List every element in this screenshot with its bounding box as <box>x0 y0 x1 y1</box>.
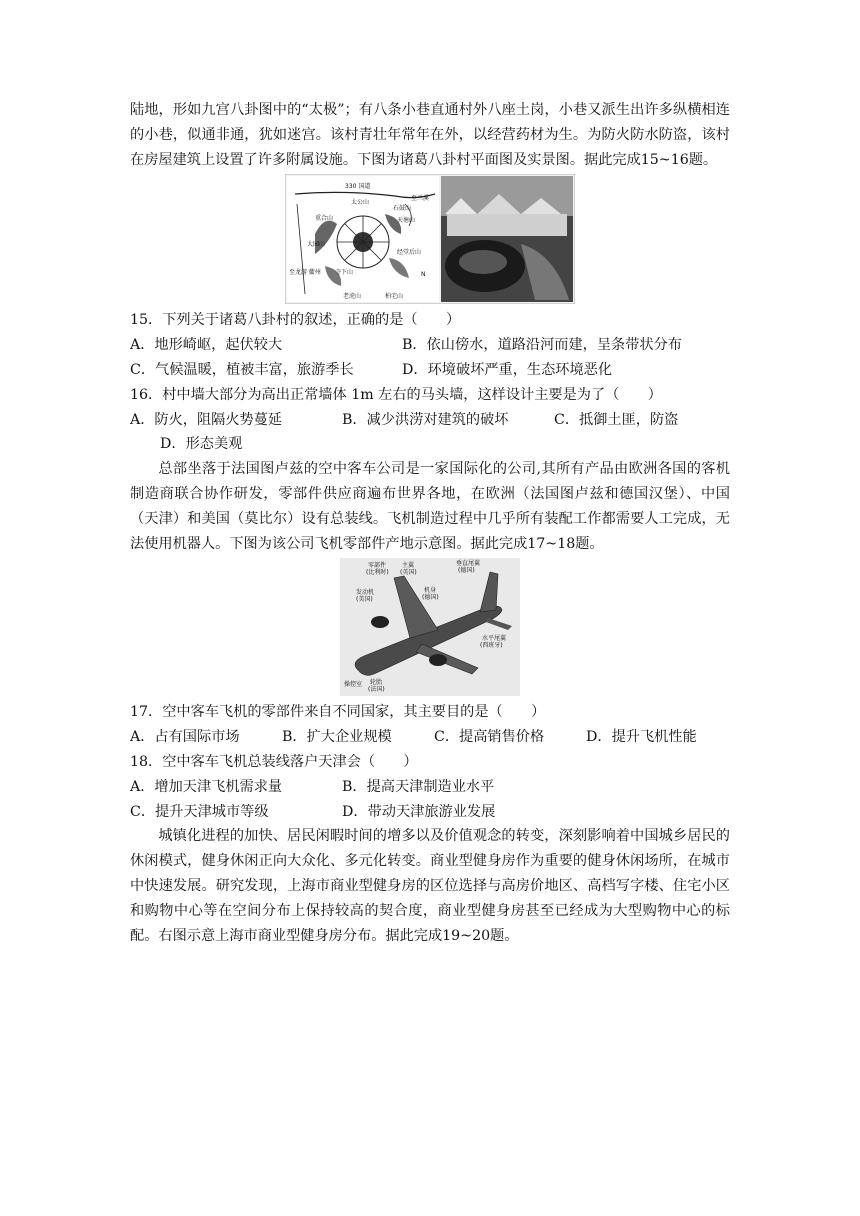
plane-label-horizontal-tail-country: (西班牙) <box>480 642 503 650</box>
question-18-options-row-2 <box>130 800 730 825</box>
plane-label-engine: 发动机 <box>356 589 375 597</box>
q15-option-c[interactable]: C．气候温暖，植被丰富，旅游季长 <box>130 361 354 378</box>
question-16-stem: 16．村中墙大部分为高出正常墙体 1m 左右的马头墙，这样设计主要是为了（ ） <box>130 386 662 403</box>
map-label-road: 330 国道 <box>345 183 371 191</box>
plane-label-parts: 零部件 <box>368 562 387 570</box>
question-17-options <box>130 725 730 750</box>
q18-option-a[interactable]: A．增加天津飞机需求量 <box>130 778 283 795</box>
q15-option-a[interactable]: A．地形崎岖，起伏较大 <box>130 337 283 354</box>
plane-label-vertical-tail: 垂直尾翼 <box>456 560 481 568</box>
plane-label-horizontal-tail: 水平尾翼 <box>482 635 507 643</box>
plane-label-parts-country: (比利时) <box>366 569 389 577</box>
airbus-parts-figure <box>130 558 730 696</box>
map-label-chongren: 重合山 <box>315 215 334 223</box>
plane-label-fuselage: 机身 <box>424 587 437 595</box>
exam-page <box>130 98 730 948</box>
village-plan-map <box>287 176 439 302</box>
intro-paragraph-airbus: 总部坐落于法国图卢兹的空中客车公司是一家国际化的公司,其所有产品由欧洲各国的客机制造商联合协作研发，零部件供应商遍布世界各地，在欧洲（法国图卢兹和德国汉堡）、中国（天津）和美国（莫比尔）设有总装线。飞机制造过程中几乎所有装配工作都需要人工完成，无法使用机器人。下图为该公司飞机零部件产地示意图。据此完成17~18题。 <box>130 461 730 552</box>
map-label-baizhai: 柏宅山 <box>385 293 404 301</box>
map-label-jingtang: 经堂后山 <box>397 249 422 257</box>
map-label-longyou: 至龙游 衢州 <box>289 269 321 277</box>
q15-option-b[interactable]: B．依山傍水，道路沿河而建，呈条带状分布 <box>402 337 682 354</box>
question-15-options-row-2 <box>130 358 730 383</box>
q18-option-c[interactable]: C．提升天津城市等级 <box>130 803 269 820</box>
map-label-laohu: 老虎山 <box>343 293 362 301</box>
intro-paragraph-gym: 城镇化进程的加快、居民闲暇时间的增多以及价值观念的转变，深刻影响着中国城乡居民的休闲模式，健身休闲正向大众化、多元化转变。商业型健身房作为重要的健身休闲场所，在城市中快速发展。研究发现，上海市商业型健身房的区位选择与高房价地区、高档写字楼、住宅小区和购物中心等在空间分布上保持较高的契合度，商业型健身房甚至已经成为大型购物中心的标配。右图示意上海市商业型健身房分布。据此完成19~20题。 <box>130 828 730 944</box>
intro-paragraph-bagua: 陆地，形如九宫八卦图中的“太极”；有八条小巷直通村外八座土岗，小巷又派生出许多纵横相连的小巷，似通非通，犹如迷宫。该村青壮年常年在外，以经营药材为生。为防火防水防盗，该村在房屋建筑上设置了许多附属设施。下图为诸葛八卦村平面图及实景图。据此完成15~16题。 <box>130 102 730 168</box>
map-label-taigong: 太公山 <box>351 199 370 207</box>
plane-label-tires: 轮胎 <box>370 679 383 687</box>
plane-label-cockpit: 操控室 <box>344 681 363 689</box>
plane-label-vertical-tail-country: (德国) <box>458 567 475 575</box>
airbus-parts-diagram <box>340 558 520 696</box>
map-label-lanxi: 至兰溪 <box>411 195 430 203</box>
question-17-stem: 17．空中客车飞机的零部件来自不同国家，其主要目的是（ ） <box>130 704 546 721</box>
plane-label-main-wing-country: (英国) <box>400 569 417 577</box>
map-label-sixia: 寺下山 <box>335 269 354 277</box>
question-15-options-row-1 <box>130 333 730 358</box>
q16-option-c[interactable]: C．抵御土匪，防盗 <box>554 411 679 428</box>
question-16-options-row-2 <box>130 432 730 457</box>
plane-label-tires-country: (法国) <box>368 686 385 694</box>
plane-label-fuselage-country: (德国) <box>422 594 439 602</box>
q17-option-a[interactable]: A．占有国际市场 <box>130 729 240 746</box>
q17-option-c[interactable]: C．提高销售价格 <box>434 729 545 746</box>
question-16-options-row-1 <box>130 408 730 433</box>
map-label-shigu: 石鼓山 <box>393 205 412 213</box>
q18-option-b[interactable]: B．提高天津制造业水平 <box>342 778 495 795</box>
bagua-village-figure <box>130 174 730 304</box>
bagua-village-map-and-photo <box>285 174 575 304</box>
q16-option-d[interactable]: D．形态美观 <box>160 436 243 453</box>
plane-label-main-wing: 主翼 <box>402 562 415 570</box>
question-18-stem: 18．空中客车飞机总装线落户天津会（ ） <box>130 753 418 770</box>
question-15-stem: 15．下列关于诸葛八卦村的叙述，正确的是（ ） <box>130 312 461 329</box>
q16-option-a[interactable]: A．防火，阻隔火势蔓延 <box>130 411 283 428</box>
q17-option-d[interactable]: D．提升飞机性能 <box>586 729 697 746</box>
plane-label-engine-country: (美国) <box>356 596 373 604</box>
q16-option-b[interactable]: B．减少洪涝对建筑的破坏 <box>342 411 509 428</box>
north-arrow-icon: N <box>421 271 426 279</box>
q17-option-b[interactable]: B．扩大企业规模 <box>282 729 392 746</box>
map-label-tiantang: 天塘山 <box>397 217 416 225</box>
q15-option-d[interactable]: D．环境破坏严重，生态环境恶化 <box>402 361 613 378</box>
q18-option-d[interactable]: D．带动天津旅游业发展 <box>342 803 496 820</box>
map-label-dayuan: 大园山 <box>307 241 326 249</box>
question-18-options-row-1 <box>130 775 730 800</box>
village-photo <box>441 176 573 302</box>
